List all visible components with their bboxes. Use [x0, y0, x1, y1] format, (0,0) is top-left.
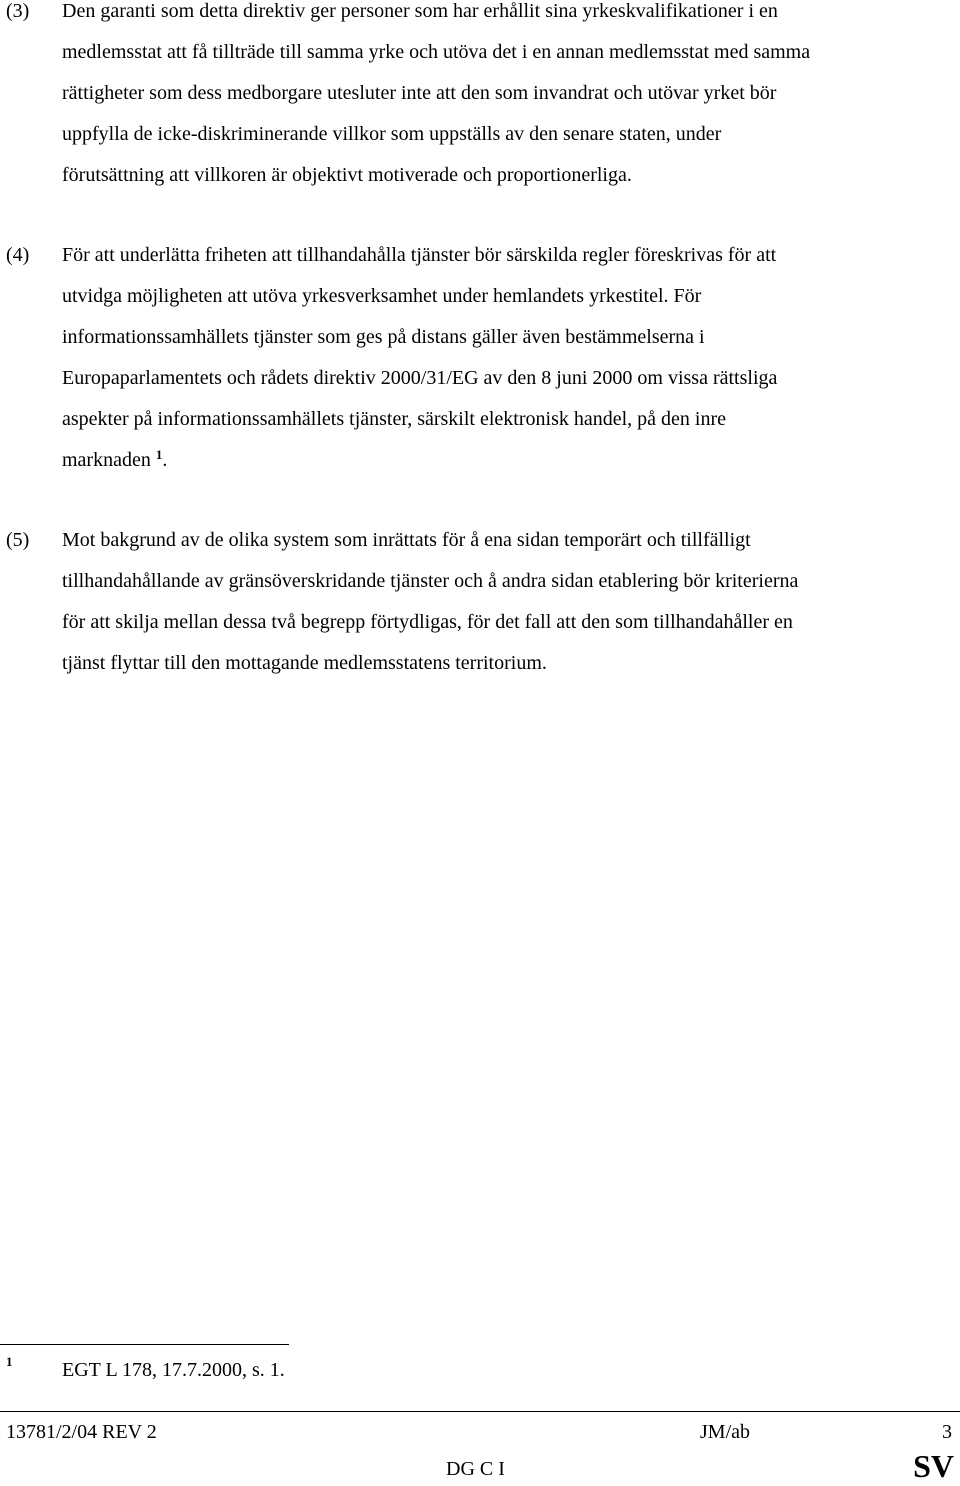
footnote-text: EGT L 178, 17.7.2000, s. 1. [62, 1359, 285, 1381]
text-line: utvidga möjligheten att utöva yrkesverksamhet under hemlandets yrkestitel. För [62, 285, 702, 307]
footnote-separator [0, 1344, 289, 1345]
document-reference: 13781/2/04 REV 2 [6, 1421, 157, 1443]
footer-divider [0, 1411, 960, 1412]
text-line: aspekter på informationssamhällets tjänster, särskilt elektronisk handel, på den inre [62, 408, 727, 430]
page-number: 3 [942, 1421, 952, 1443]
last-line-text: marknaden [62, 449, 151, 471]
directorate-label: DG C I [446, 1458, 505, 1480]
text-line: uppfylla de icke-diskriminerande villkor som uppställs av den senare staten, under [62, 123, 722, 145]
language-code: SV [913, 1448, 954, 1484]
text-line: För att underlätta friheten att tillhandahålla tjänster bör särskilda regler föreskrivas för att [62, 244, 777, 266]
text-line: tjänst flyttar till den mottagande medlemsstatens territorium. [62, 652, 547, 674]
text-line: förutsättning att villkoren är objektivt motiverade och proportionerliga. [62, 164, 632, 186]
text-line: Den garanti som detta direktiv ger personer som har erhållit sina yrkeskvalifikationer i en [62, 0, 778, 22]
text-line: Mot bakgrund av de olika system som inrättats för å ena sidan temporärt och tillfälligt [62, 529, 751, 551]
text-line: rättigheter som dess medborgare utesluter inte att den som invandrat och utövar yrket bör [62, 82, 777, 104]
text-line: informationssamhällets tjänster som ges på distans gäller även bestämmelserna i [62, 326, 705, 348]
text-line: Europaparlamentets och rådets direktiv 2000/31/EG av den 8 juni 2000 om vissa rättsliga [62, 367, 778, 389]
paragraph-number: (5) [6, 529, 30, 551]
paragraph-number: (3) [6, 0, 30, 22]
last-line-end: . [162, 449, 168, 471]
paragraph-number: (4) [6, 244, 30, 266]
text-line: tillhandahållande av gränsöverskridande tjänster och å andra sidan etablering bör kriterierna [62, 570, 799, 592]
text-line-with-footnote [62, 440, 960, 481]
paragraph-text [62, 520, 960, 684]
text-line: medlemsstat att få tillträde till samma yrke och utöva det i en annan medlemsstat med samma [62, 41, 811, 63]
footnote-reference[interactable]: 1 [155, 447, 163, 462]
text-line: för att skilja mellan dessa två begrepp förtydligas, för det fall att den som tillhandahåller en [62, 611, 793, 633]
paragraph-text [62, 235, 960, 481]
footnote-marker: 1 [6, 1354, 13, 1369]
paragraph-text [62, 0, 960, 196]
author-initials: JM/ab [700, 1421, 750, 1443]
